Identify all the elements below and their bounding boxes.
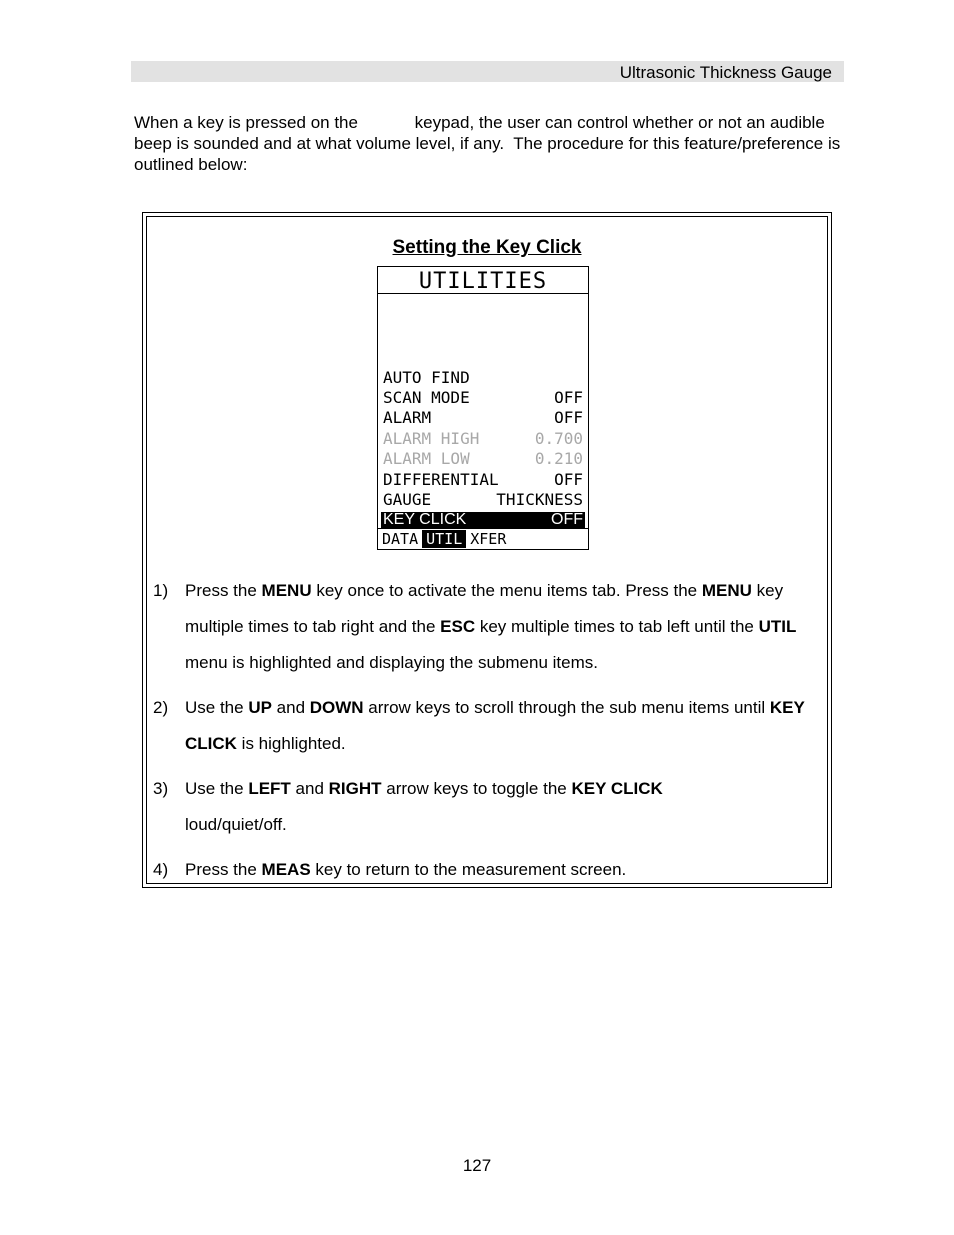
lcd-row-value: OFF [554, 388, 583, 408]
lcd-row-label: ALARM HIGH [383, 428, 480, 448]
key-name: MEAS [261, 860, 311, 879]
step-2 [153, 690, 823, 762]
lcd-tab-xfer: XFER [470, 530, 507, 548]
key-name: ESC [440, 617, 476, 636]
lcd-row-differential [381, 469, 585, 489]
lcd-row-label: KEY CLICK [383, 510, 467, 528]
lcd-tab-bar [377, 528, 589, 550]
procedure-box [142, 212, 832, 888]
step-text: menu is highlighted and displaying the submenu items. [185, 653, 598, 672]
step-text: arrow keys to scroll through the sub menu items until [363, 698, 770, 717]
step-1 [153, 573, 823, 681]
lcd-row-label: AUTO FIND [383, 367, 470, 387]
lcd-row-value: OFF [554, 469, 583, 489]
lcd-row-alarm-high [381, 428, 585, 448]
step-text: key multiple times to tab right and the [185, 581, 784, 636]
step-text: Use the [185, 779, 249, 798]
key-name: UP [248, 698, 272, 717]
section-heading: Setting the Key Click [392, 237, 582, 258]
menu-item-name: KEY CLICK [571, 779, 663, 798]
running-header-title: Ultrasonic Thickness Gauge [619, 63, 832, 82]
step-text: Press the [185, 860, 262, 879]
intro-paragraph: When a key is pressed on the keypad, the user can control whether or not an audible beep is sounded and at what volume level, if any. The procedure for this feature/preference is outlined below: [134, 113, 845, 174]
lcd-menu-list [381, 367, 585, 528]
step-text: key once to activate the menu items tab. Press the [311, 581, 702, 600]
step-text: is highlighted. [236, 734, 346, 753]
menu-name: UTIL [758, 617, 797, 636]
key-name: LEFT [248, 779, 291, 798]
lcd-row-scan-mode [381, 387, 585, 407]
lcd-row-gauge [381, 489, 585, 509]
key-name: MENU [701, 581, 752, 600]
lcd-row-value: THICKNESS [496, 490, 583, 510]
procedure-steps [153, 573, 823, 897]
lcd-row-value: OFF [551, 510, 583, 528]
lcd-row-value: 0.210 [534, 449, 583, 469]
lcd-row-label: ALARM [383, 408, 432, 428]
lcd-row-label: GAUGE [383, 490, 432, 510]
step-4 [153, 852, 823, 888]
step-text: loud/quiet/off. [185, 815, 287, 834]
lcd-row-value: 0.700 [534, 428, 583, 448]
step-text: and [290, 779, 329, 798]
lcd-tab-util-active: UTIL [422, 530, 466, 548]
step-number: 4) [153, 860, 169, 879]
lcd-row-label: SCAN MODE [383, 388, 470, 408]
step-number: 1) [153, 581, 169, 600]
lcd-title: UTILITIES [378, 267, 588, 294]
lcd-row-label: DIFFERENTIAL [383, 469, 499, 489]
running-header [131, 61, 844, 82]
step-number: 2) [153, 698, 169, 717]
lcd-row-alarm-low [381, 449, 585, 469]
key-name: MENU [261, 581, 312, 600]
page-number: 127 [462, 1156, 492, 1175]
step-text: key multiple times to tab left until the [475, 617, 759, 636]
step-text: Press the [185, 581, 262, 600]
step-number: 3) [153, 779, 169, 798]
step-text: key to return to the measurement screen. [310, 860, 627, 879]
key-name: DOWN [309, 698, 364, 717]
lcd-tab-data: DATA [382, 530, 419, 548]
step-text: Use the [185, 698, 249, 717]
key-name: RIGHT [328, 779, 382, 798]
lcd-row-auto-find [381, 367, 585, 387]
lcd-row-value: OFF [554, 408, 583, 428]
step-text: and [271, 698, 310, 717]
step-3 [153, 771, 823, 843]
lcd-row-alarm [381, 408, 585, 428]
menu-item-name: KEY CLICK [185, 698, 805, 753]
lcd-row-key-click-selected [381, 512, 585, 528]
lcd-row-label: ALARM LOW [383, 449, 470, 469]
lcd-screen [377, 266, 589, 550]
step-text: arrow keys to toggle the [381, 779, 572, 798]
